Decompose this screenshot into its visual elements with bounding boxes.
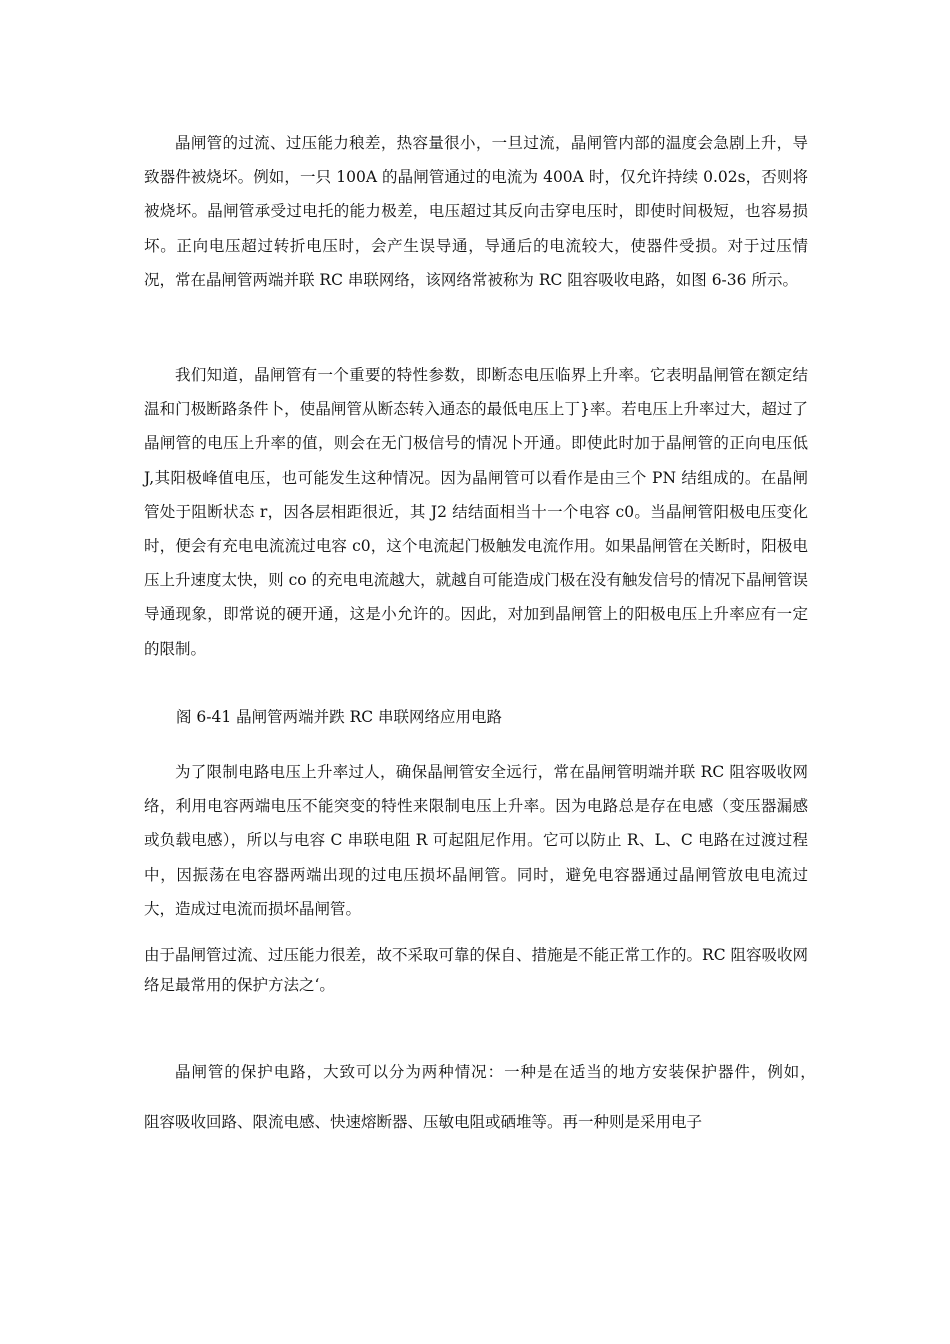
- paragraph-rc-snubber: 为了限制电路电压上升率过人，确保晶闸管安全远行，常在晶闸管明端并联 RC 阻容吸收网络，利用电容两端电压不能突变的特性来限制电压上升率。因为电路总是存在电感（变压器漏感或负载电感），所以与电容 C 串联电阻 R 可起阻尼作用。它可以防止 R、L、C 电路在过渡过程中，因振荡在电容器两端出现的过电压损坏晶闸管。同时，避免电容器通过晶闸管放电电流过大，造成过电流而损坏晶闸管。: [144, 763, 808, 918]
- paragraph-overcurrent-overvoltage: 晶闸管的过流、过压能力稂差，热容量很小，一旦过流，晶闸管内部的温度会急剧上升，导致器件被烧坏。例如，一只 100A 的晶闸管通过的电流为 400A 时，仅允许持续 0.02s，否则将被烧坏。晶闸管承受过电托的能力极差，电压超过其反向击穿电压时，即使时间极短，也容易损坏。正向电压超过转折电压时，会产生误导通，导通后的电流较大，使器件受损。对于过压情况，常在晶闸管两端并联 RC 串联网络，该网络常被称为 RC 阻容吸收电路，如图 6-36 所示。: [144, 134, 808, 289]
- figure-caption: 阁 6-41 晶闸管两端并跌 RC 串联网络应用电路: [176, 708, 503, 726]
- paragraph-voltage-rise-rate: 我们知道，晶闸管有一个重要的特性参数，即断态电压临界上升率。它表明晶闸管在额定结温和门极断路条件卜，使晶闸管从断态转入通态的最低电压上丁}率。若电压上升率过大，超过了晶闸管的电压上升率的值，则会在无门极信号的情况卜开通。即使此时加于晶闸管的正向电压低 J,其阳极峰值电压，也可能发生这种情况。因为晶闸管可以看作是由三个 PN 结组成的。在晶闸管处于阻断状态 r，因各层相距很近，其 J2 结结面相当十一个电容 c0。当晶闸管阳极电压变化时，便会有充电电流流过电容 c0，这个电流起门极触发电流作用。如果晶闸管在关断时，阳极电压上升速度太快，则 co 的充电电流越大，就越自可能造成门极在没有触发信号的情况下晶闸管误导通现象，即常说的硬开通，这是小允许的。因此，对加到晶闸管上的阳极电压上升率应有一定的限制。: [144, 366, 808, 658]
- paragraph-protection-circuit: 晶闸管的保护电路，大致可以分为两种情况：一种是在适当的地方安装保护器件，例如， 阻容吸收回路、限流电感、快速熔断器、压敏电阻或硒堆等。再一种则是采用电子: [144, 1063, 840, 1131]
- paragraph-protection-summary: 由于晶闸管过流、过压能力很差，故不采取可靠的保自、措施是不能正常工作的。RC 阻容吸收网络足最常用的保护方法之‘。: [144, 946, 808, 994]
